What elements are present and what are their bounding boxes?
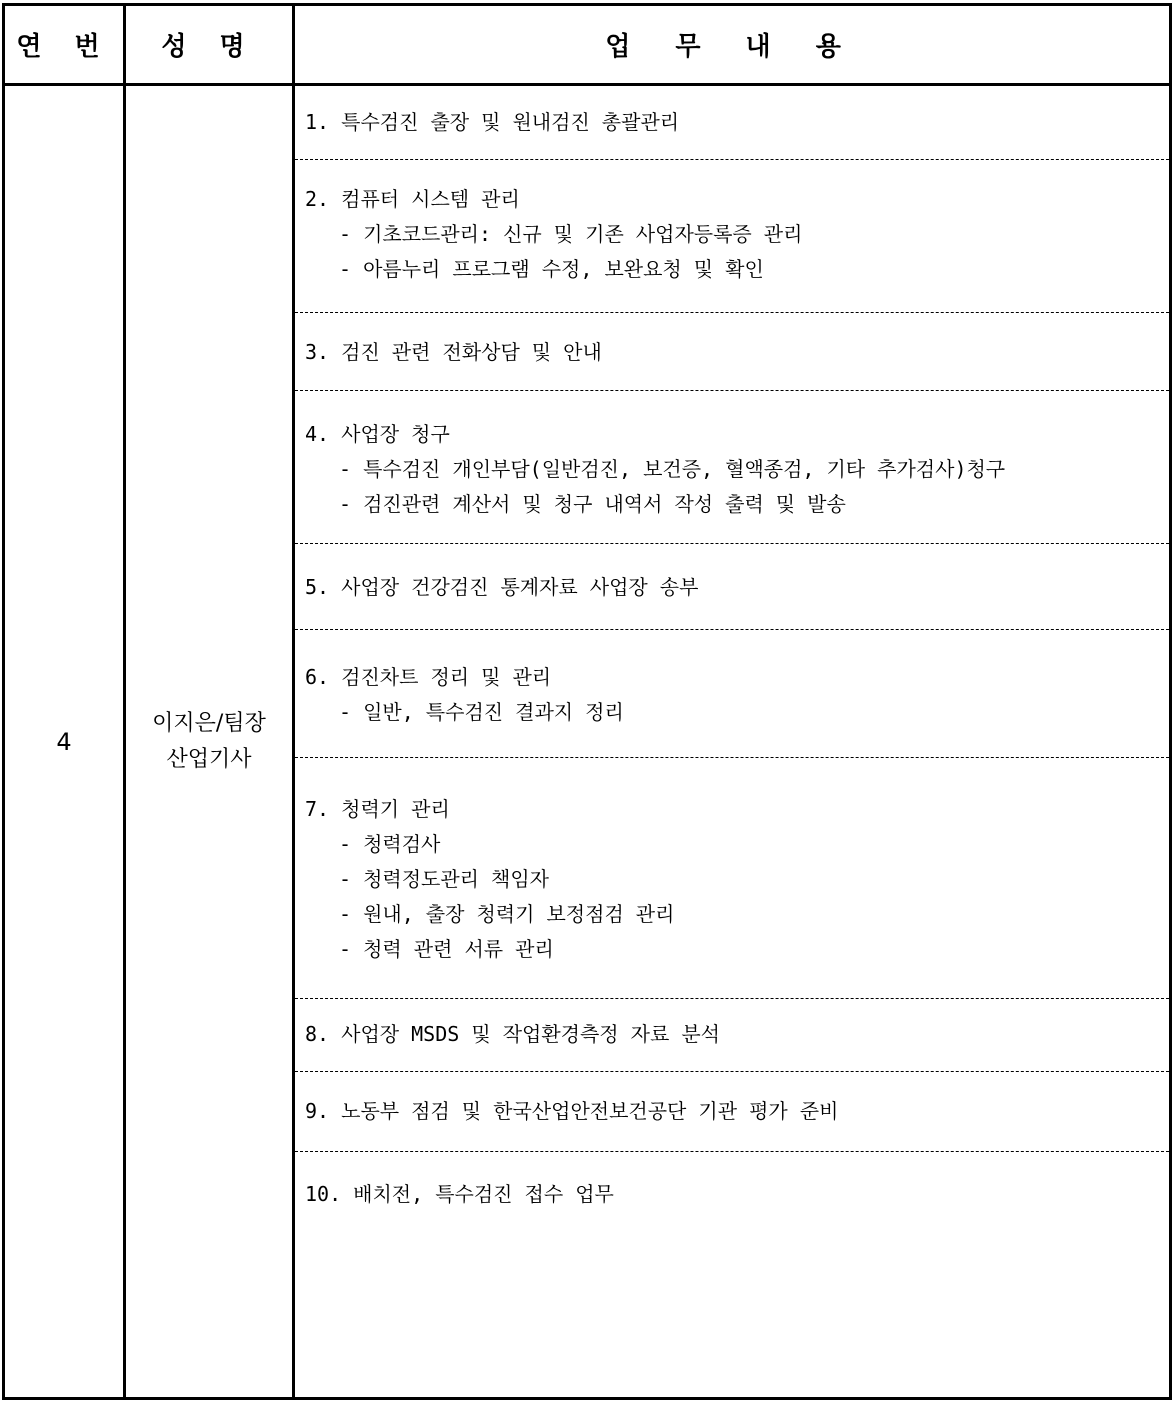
name-cell xyxy=(126,86,292,1397)
duty-title: 1. 특수검진 출장 및 원내검진 총괄관리 xyxy=(305,110,680,134)
duty-section xyxy=(295,999,1169,1072)
duty-subitem: - 청력검사 xyxy=(339,832,441,856)
duty-title: 2. 컴퓨터 시스템 관리 xyxy=(305,187,520,211)
header-duty: 업 무 내 용 xyxy=(605,32,859,62)
duty-section xyxy=(295,160,1169,313)
duty-title: 10. 배치전, 특수검진 접수 업무 xyxy=(305,1182,614,1206)
duty-section xyxy=(295,1072,1169,1152)
header-row xyxy=(5,6,1169,86)
name-line: 이지은/팀장 xyxy=(152,710,266,736)
header-no: 연 번 xyxy=(16,32,112,62)
duty-section xyxy=(295,544,1169,630)
duty-section xyxy=(295,86,1169,160)
duty-subitem: - 일반, 특수검진 결과지 정리 xyxy=(339,700,624,724)
duty-title: 6. 검진차트 정리 및 관리 xyxy=(305,665,552,689)
duty-subitem: - 아름누리 프로그램 수정, 보완요청 및 확인 xyxy=(339,257,764,281)
duty-subitem: - 기초코드관리: 신규 및 기존 사업자등록증 관리 xyxy=(339,222,803,246)
duty-subitem: - 특수검진 개인부담(일반검진, 보건증, 혈액종검, 기타 추가검사)청구 xyxy=(339,457,1006,481)
duty-section xyxy=(295,313,1169,391)
duty-title: 4. 사업장 청구 xyxy=(305,422,450,446)
duty-subitem: - 검진관련 계산서 및 청구 내역서 작성 출력 및 발송 xyxy=(339,492,846,516)
duty-title: 3. 검진 관련 전화상담 및 안내 xyxy=(305,340,602,364)
duty-section xyxy=(295,758,1169,999)
duty-subitem: - 청력 관련 서류 관리 xyxy=(339,937,554,961)
duty-title: 9. 노동부 점검 및 한국산업안전보건공단 기관 평가 준비 xyxy=(305,1099,839,1123)
duty-section xyxy=(295,1152,1169,1400)
duty-section xyxy=(295,630,1169,758)
duty-table xyxy=(2,3,1172,1400)
duty-title: 5. 사업장 건강검진 통계자료 사업장 송부 xyxy=(305,575,699,599)
duty-subitem: - 원내, 출장 청력기 보정점검 관리 xyxy=(339,902,675,926)
duty-list xyxy=(295,86,1169,1397)
row-number: 4 xyxy=(56,727,72,756)
duty-section xyxy=(295,391,1169,544)
duty-subitem: - 청력정도관리 책임자 xyxy=(339,867,550,891)
header-name: 성 명 xyxy=(161,32,257,62)
duty-title: 8. 사업장 MSDS 및 작업환경측정 자료 분석 xyxy=(305,1022,720,1046)
title-line: 산업기사 xyxy=(166,746,252,772)
duty-title: 7. 청력기 관리 xyxy=(305,797,450,821)
